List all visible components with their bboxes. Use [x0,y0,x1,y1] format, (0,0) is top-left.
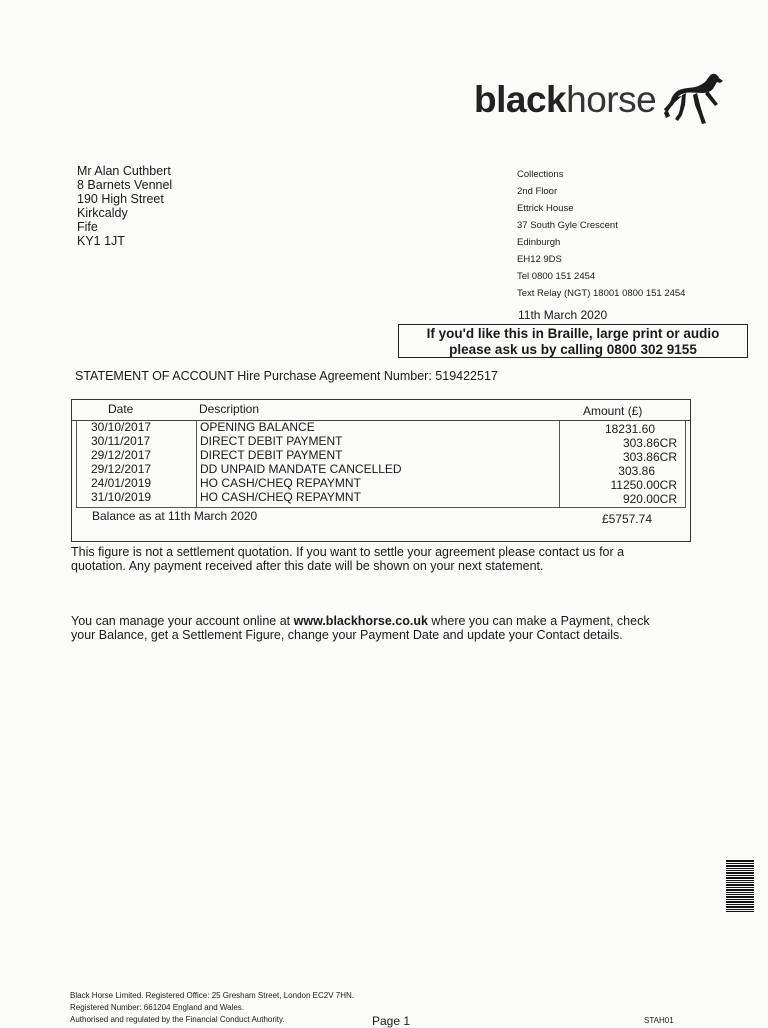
accessibility-notice [398,324,748,358]
row-amount: 303.86CR [622,436,677,450]
recipient-line: 8 Barnets Vennel [77,178,173,192]
page-number: Page 1 [372,1014,411,1028]
accessibility-notice-line2: please ask us by calling 0800 302 9155 [449,342,697,357]
header-amount: Amount (£) [583,404,643,418]
online-note-pre: You can manage your account online at [71,614,294,628]
settlement-note-line2: quotation. Any payment received after this date will be shown on your next statement. [71,559,544,573]
table-row [77,490,685,504]
row-description: OPENING BALANCE [200,420,315,434]
table-row [77,448,685,462]
sender-line: 37 South Gyle Crescent [517,220,618,231]
sender-line: Ettrick House [517,203,574,214]
row-amount: 920.00CR [622,492,677,506]
recipient-line: 190 High Street [77,192,164,206]
table-row [77,462,685,476]
barcode-icon [726,860,754,912]
row-amount: 11250.00CR [610,478,677,492]
row-date: 29/12/2017 [91,448,152,462]
accessibility-notice-line1: If you'd like this in Braille, large print or audio [426,326,720,341]
table-header [72,400,690,421]
row-amount: 303.86CR [622,450,677,464]
reference-code: STAH01 [644,1016,674,1025]
sender-address [517,166,685,302]
settlement-note-line1: This figure is not a settlement quotation. If you want to settle your agreement please contact us for a [71,545,625,559]
footer-line: Authorised and regulated by the Financial Conduct Authority. [70,1015,285,1024]
letter-date: 11th March 2020 [518,308,608,322]
sender-line: EH12 9DS [517,254,562,265]
row-description: DIRECT DEBIT PAYMENT [200,434,343,448]
recipient-address [77,164,172,248]
balance-label: Balance as at 11th March 2020 [92,509,258,523]
sender-line: 2nd Floor [517,186,558,197]
balance-amount: £5757.74 [601,512,652,526]
recipient-name: Mr Alan Cuthbert [77,164,171,178]
row-description: DD UNPAID MANDATE CANCELLED [200,462,402,476]
sender-line: Collections [517,169,564,180]
logo-wordmark-bold: black [474,78,567,120]
statement-title: STATEMENT OF ACCOUNT Hire Purchase Agreement Number: 519422517 [75,369,498,383]
table-row [77,420,685,434]
logo-wordmark-light: horse [566,78,657,120]
row-description: HO CASH/CHEQ REPAYMNT [200,476,361,490]
footer-line: Black Horse Limited. Registered Office: 25 Gresham Street, London EC2V 7HN. [70,991,354,1000]
sender-line: Edinburgh [517,237,561,248]
blackhorse-logo [474,74,724,124]
row-date: 30/10/2017 [91,420,152,434]
row-description: DIRECT DEBIT PAYMENT [200,448,343,462]
header-date: Date [108,402,134,416]
online-note-line2: your Balance, get a Settlement Figure, change your Payment Date and update your Contact details. [71,628,623,642]
row-date: 31/10/2019 [91,490,152,504]
table-row [77,434,685,448]
online-note-post: where you can make a Payment, check [427,614,650,628]
sender-phone: Tel 0800 151 2454 [517,271,596,282]
row-date: 30/11/2017 [91,434,151,448]
row-amount: 18231.60 [604,422,655,436]
header-description: Description [199,402,260,416]
recipient-postcode: KY1 1JT [77,234,125,248]
recipient-line: Fife [77,220,98,234]
row-date: 24/01/2019 [91,476,152,490]
row-description: HO CASH/CHEQ REPAYMNT [200,490,361,504]
online-note-line1 [71,614,691,628]
table-body [76,420,686,508]
footer-line: Registered Number: 661204 England and Wales. [70,1003,245,1012]
horse-icon [662,71,724,127]
statement-table [71,399,691,542]
logo-wordmark [474,78,657,120]
row-date: 29/12/2017 [91,462,152,476]
table-row [77,476,685,490]
row-amount: 303.86 [618,464,655,478]
online-account-note [71,614,691,642]
sender-text-relay: Text Relay (NGT) 18001 0800 151 2454 [517,288,686,299]
legal-footer [70,990,354,1026]
website-link[interactable]: www.blackhorse.co.uk [293,614,428,628]
recipient-line: Kirkcaldy [77,206,128,220]
settlement-note [71,545,691,573]
